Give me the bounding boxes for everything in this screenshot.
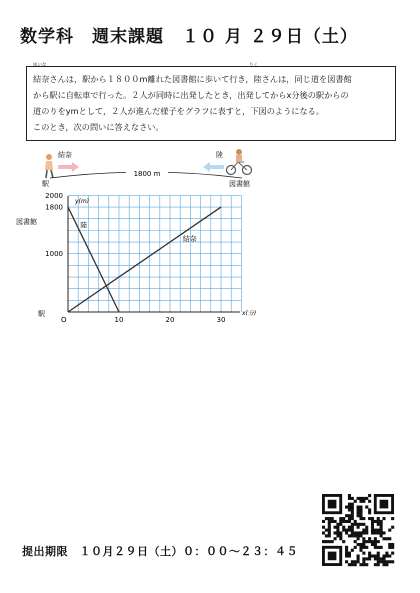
x-axis-label: x(分) <box>242 310 257 317</box>
arrow-left-icon <box>203 162 224 172</box>
y-tick-label: 1800 <box>45 203 63 212</box>
x-tick-label: 20 <box>165 316 175 324</box>
furigana-riku: りく <box>249 63 258 68</box>
series-line <box>68 207 221 312</box>
problem-line-2: から駅に自転車で行った。２人が同時に出発したとき，出発してからx分後の駅からの <box>33 90 349 100</box>
y-top-label: 図書館 <box>16 218 37 226</box>
origin-label: O <box>61 316 67 324</box>
y-tick-label: 1000 <box>45 250 63 259</box>
label-yuina: 結奈 <box>58 151 72 159</box>
series-label: 結奈 <box>182 234 197 243</box>
distance-label: 1800 m <box>133 170 161 178</box>
series-label: 陸 <box>80 221 88 230</box>
bicycle-icon <box>227 149 252 175</box>
problem-line-3: 道のりをymとして，２人が進んだ様子をグラフに表すと，下図のようになる。 <box>33 106 325 116</box>
y-bottom-label: 駅 <box>38 310 45 318</box>
x-tick-label: 30 <box>216 316 226 324</box>
deadline: 提出期限 １０月２９日（土）０：００～２３：４５ <box>22 545 298 558</box>
label-riku: 陸 <box>216 151 223 159</box>
problem-line-4: このとき，次の問いに答えなさい。 <box>33 122 164 132</box>
label-library: 図書館 <box>229 180 250 188</box>
y-tick-label: 2000 <box>45 191 63 200</box>
page-title: 数学科 週末課題 １０ 月 ２９日（土） <box>20 27 358 47</box>
arrow-right-icon <box>58 162 79 172</box>
label-station: 駅 <box>42 180 49 188</box>
series-line <box>68 207 119 312</box>
furigana-yuina: ゆいな <box>33 63 47 68</box>
graph-ticks <box>45 192 225 324</box>
y-axis-label: y(m) <box>75 198 90 205</box>
problem-line-1: 結奈さんは，駅から１８００m離れた図書館に歩いて行き，陸さんは，同じ道を図書館 <box>33 74 352 84</box>
graph-labels <box>16 198 256 324</box>
qr-code-icon <box>322 494 394 566</box>
x-tick-label: 10 <box>114 316 124 324</box>
walking-person-icon <box>45 154 53 178</box>
graph-series <box>68 207 221 312</box>
